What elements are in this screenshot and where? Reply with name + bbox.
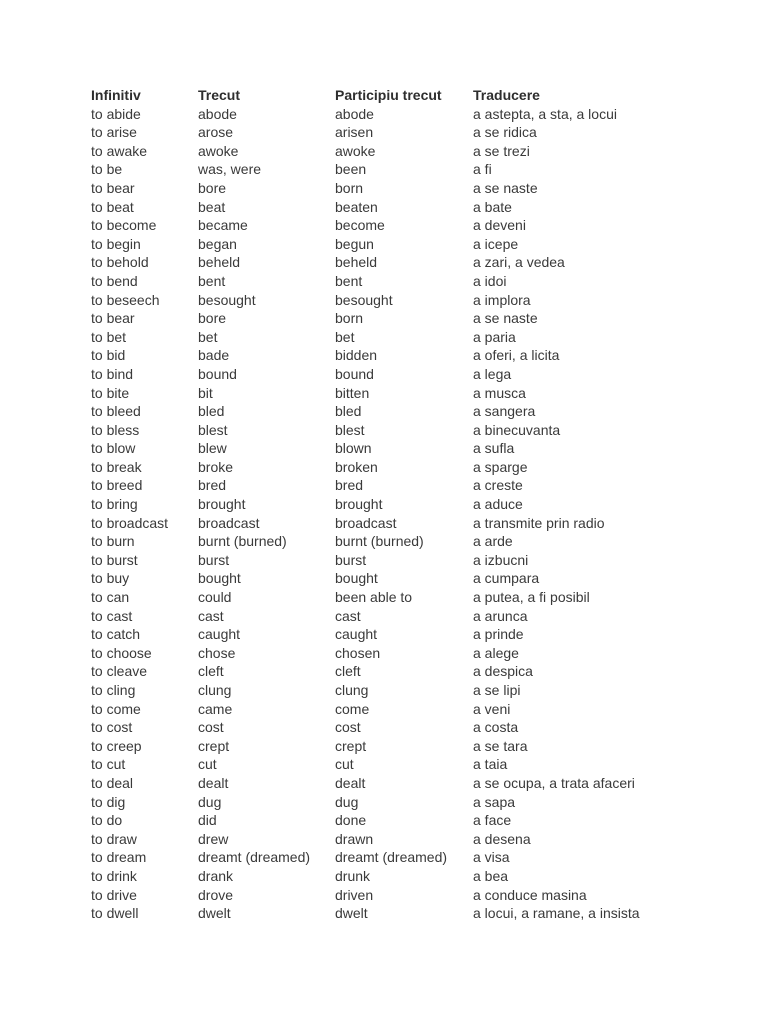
cell-infinitiv: to drive [91,886,137,903]
table-row [91,105,673,124]
table-row [91,272,673,291]
cell-trecut: did [198,812,217,829]
cell-infinitiv: to dream [91,849,147,866]
table-row [91,458,673,477]
cell-trecut: became [198,217,248,234]
cell-trecut: caught [198,626,241,643]
cell-participiu-trecut: burnt (burned) [335,533,424,550]
cell-traducere: a se lipi [473,682,521,698]
cell-participiu-trecut: broken [335,458,378,475]
cell-participiu-trecut: burst [335,551,367,568]
cell-participiu-trecut: awoke [335,142,376,159]
cell-infinitiv: to behold [91,254,149,271]
cell-traducere: a se trezi [473,142,530,159]
cell-participiu-trecut: bet [335,328,355,345]
cell-infinitiv: to cleave [91,663,148,680]
cell-infinitiv: to can [91,589,130,606]
cell-participiu-trecut: dealt [335,774,366,791]
cell-trecut: dug [198,793,222,810]
cell-trecut: brought [198,496,246,513]
cell-infinitiv: to bleed [91,403,141,420]
cell-participiu-trecut: come [335,700,370,717]
cell-trecut: bet [198,328,218,345]
cell-trecut: crept [198,737,230,754]
cell-traducere: a se naste [473,310,538,327]
table-row [91,439,673,458]
cell-participiu-trecut: caught [335,626,378,643]
cell-infinitiv: to bring [91,496,138,513]
cell-participiu-trecut: beheld [335,254,378,271]
cell-traducere: a sapa [473,793,516,810]
table-row [91,551,673,570]
cell-trecut: cast [198,607,224,624]
header-infinitiv: Infinitiv [91,87,141,103]
cell-traducere: a alege [473,644,519,661]
table-row [91,142,673,161]
cell-infinitiv: to beat [91,198,134,215]
cell-trecut: drew [198,830,229,847]
table-row [91,160,673,179]
table-row [91,235,673,254]
cell-infinitiv: to deal [91,774,134,791]
header-traducere: Traducere [473,87,540,103]
cell-traducere: a se ridica [473,124,537,141]
cell-trecut: began [198,235,237,252]
cell-traducere: a arde [473,533,513,550]
table-row [91,793,673,812]
cell-traducere: a bate [473,198,512,215]
cell-traducere: a paria [473,328,516,345]
cell-traducere: a aduce [473,496,523,513]
cell-traducere: a face [473,812,512,829]
cell-traducere: a conduce masina [473,886,587,903]
cell-participiu-trecut: blown [335,440,372,457]
cell-participiu-trecut: blest [335,421,365,438]
cell-infinitiv: to burn [91,533,135,550]
cell-infinitiv: to come [91,700,141,717]
cell-infinitiv: to cast [91,607,133,624]
cell-traducere: a implora [473,291,531,308]
cell-trecut: burst [198,551,230,568]
table-row [91,811,673,830]
table-row [91,886,673,905]
table-row [91,904,673,923]
table-row [91,328,673,347]
table-row [91,514,673,533]
cell-infinitiv: to bid [91,347,126,364]
cell-traducere: a oferi, a licita [473,347,560,364]
cell-participiu-trecut: bitten [335,384,370,401]
cell-participiu-trecut: broadcast [335,514,397,531]
cell-participiu-trecut: bent [335,272,363,289]
cell-infinitiv: to be [91,161,123,178]
table-row [91,774,673,793]
cell-infinitiv: to draw [91,830,137,847]
table-row [91,644,673,663]
header-participiu-trecut: Participiu trecut [335,87,442,103]
cell-infinitiv: to break [91,458,142,475]
cell-infinitiv: to bear [91,179,135,196]
cell-trecut: bled [198,403,225,420]
cell-participiu-trecut: beaten [335,198,378,215]
cell-trecut: bound [198,365,237,382]
cell-participiu-trecut: bled [335,403,362,420]
table-row [91,365,673,384]
cell-trecut: came [198,700,233,717]
cell-infinitiv: to blow [91,440,136,457]
header-trecut: Trecut [198,87,241,103]
cell-trecut: drove [198,886,234,903]
table-row [91,867,673,886]
cell-trecut: dealt [198,774,229,791]
cell-infinitiv: to abide [91,105,141,122]
cell-participiu-trecut: begun [335,235,374,252]
cell-trecut: blest [198,421,228,438]
table-row [91,700,673,719]
cell-traducere: a bea [473,867,509,884]
cell-participiu-trecut: drawn [335,830,374,847]
cell-trecut: bore [198,179,227,196]
cell-infinitiv: to bet [91,328,127,345]
cell-trecut: bred [198,477,227,494]
cell-trecut: drank [198,867,234,884]
cell-infinitiv: to awake [91,142,148,159]
table-row [91,402,673,421]
cell-infinitiv: to bless [91,421,140,438]
cell-trecut: was, were [198,161,262,178]
cell-trecut: dreamt (dreamed) [198,849,311,866]
cell-participiu-trecut: chosen [335,644,381,661]
cell-traducere: a sangera [473,403,536,420]
cell-traducere: a astepta, a sta, a locui [473,105,617,122]
cell-infinitiv: to catch [91,626,141,643]
cell-infinitiv: to choose [91,644,152,661]
cell-infinitiv: to bite [91,384,130,401]
cell-participiu-trecut: dug [335,793,359,810]
table-header-row [91,86,673,105]
cell-trecut: cut [198,756,217,773]
cell-trecut: cleft [198,663,224,680]
cell-trecut: broke [198,458,234,475]
cell-participiu-trecut: arisen [335,124,374,141]
cell-infinitiv: to become [91,217,157,234]
cell-trecut: burnt (burned) [198,533,287,550]
table-row [91,681,673,700]
irregular-verbs-table [91,86,673,923]
cell-trecut: awoke [198,142,239,159]
cell-trecut: broadcast [198,514,260,531]
cell-traducere: a transmite prin radio [473,514,605,531]
table-row [91,476,673,495]
cell-trecut: bent [198,272,226,289]
table-row [91,848,673,867]
cell-traducere: a icepe [473,235,519,252]
cell-participiu-trecut: driven [335,886,374,903]
table-row [91,421,673,440]
cell-traducere: a arunca [473,607,528,624]
cell-infinitiv: to drink [91,867,137,884]
cell-participiu-trecut: bred [335,477,364,494]
table-row [91,830,673,849]
cell-traducere: a musca [473,384,526,401]
cell-infinitiv: to beseech [91,291,160,308]
table-row [91,718,673,737]
cell-infinitiv: to cling [91,682,136,698]
cell-traducere: a veni [473,700,511,717]
cell-trecut: besought [198,291,256,308]
cell-traducere: a lega [473,365,512,382]
cell-trecut: beheld [198,254,241,271]
table-row [91,495,673,514]
cell-infinitiv: to dig [91,793,126,810]
cell-trecut: bit [198,384,213,401]
table-row [91,291,673,310]
cell-participiu-trecut: bought [335,570,378,587]
cell-participiu-trecut: brought [335,496,383,513]
cell-traducere: a izbucni [473,551,529,568]
cell-traducere: a despica [473,663,533,680]
cell-trecut: chose [198,644,236,661]
cell-infinitiv: to begin [91,235,141,252]
cell-trecut: bade [198,347,230,364]
cell-trecut: cost [198,719,224,736]
cell-infinitiv: to do [91,812,123,829]
cell-participiu-trecut: born [335,179,364,196]
cell-participiu-trecut: become [335,217,385,234]
table-row [91,625,673,644]
cell-participiu-trecut: been [335,161,367,178]
cell-trecut: abode [198,105,237,122]
cell-traducere: a desena [473,830,531,847]
cell-participiu-trecut: drunk [335,867,371,884]
cell-traducere: a prinde [473,626,524,643]
cell-traducere: a creste [473,477,523,494]
cell-traducere: a cumpara [473,570,540,587]
cell-infinitiv: to dwell [91,905,139,922]
cell-participiu-trecut: cost [335,719,361,736]
table-row [91,253,673,272]
cell-infinitiv: to arise [91,124,137,141]
cell-participiu-trecut: bound [335,365,374,382]
table-row [91,588,673,607]
cell-participiu-trecut: dwelt [335,905,368,922]
cell-infinitiv: to bear [91,310,135,327]
cell-traducere: a binecuvanta [473,421,561,438]
cell-trecut: clung [198,682,232,698]
cell-trecut: blew [198,440,227,457]
cell-participiu-trecut: crept [335,737,367,754]
cell-participiu-trecut: dreamt (dreamed) [335,849,448,866]
table-row [91,662,673,681]
table-row [91,532,673,551]
table-row [91,607,673,626]
table-row [91,309,673,328]
table-row [91,123,673,142]
cell-traducere: a sufla [473,440,515,457]
table-row [91,179,673,198]
cell-traducere: a se naste [473,179,538,196]
cell-traducere: a deveni [473,217,526,234]
table-row [91,737,673,756]
cell-traducere: a costa [473,719,519,736]
cell-trecut: arose [198,124,234,141]
cell-participiu-trecut: cast [335,607,361,624]
cell-participiu-trecut: cut [335,756,354,773]
cell-infinitiv: to bend [91,272,138,289]
cell-traducere: a se tara [473,737,528,754]
cell-traducere: a fi [473,161,492,178]
cell-participiu-trecut: bidden [335,347,378,364]
cell-traducere: a sparge [473,458,528,475]
document-page [91,86,673,923]
cell-participiu-trecut: besought [335,291,393,308]
cell-traducere: a visa [473,849,510,866]
table-row [91,755,673,774]
cell-infinitiv: to buy [91,570,130,587]
cell-trecut: could [198,589,232,606]
cell-traducere: a taia [473,756,508,773]
cell-participiu-trecut: been able to [335,589,413,606]
cell-trecut: bore [198,310,227,327]
cell-trecut: dwelt [198,905,231,922]
table-row [91,216,673,235]
cell-participiu-trecut: clung [335,682,369,698]
cell-infinitiv: to cost [91,719,133,736]
cell-infinitiv: to bind [91,365,134,382]
table-row [91,198,673,217]
cell-infinitiv: to burst [91,551,138,568]
cell-participiu-trecut: abode [335,105,374,122]
cell-traducere: a putea, a fi posibil [473,589,590,606]
cell-traducere: a idoi [473,272,507,289]
cell-traducere: a se ocupa, a trata afaceri [473,774,635,791]
table-body [91,105,673,923]
cell-trecut: bought [198,570,241,587]
cell-trecut: beat [198,198,226,215]
cell-infinitiv: to creep [91,737,142,754]
cell-participiu-trecut: born [335,310,364,327]
cell-traducere: a locui, a ramane, a insista [473,905,640,922]
cell-infinitiv: to broadcast [91,514,169,531]
cell-traducere: a zari, a vedea [473,254,565,271]
cell-infinitiv: to cut [91,756,126,773]
cell-infinitiv: to breed [91,477,143,494]
cell-participiu-trecut: cleft [335,663,361,680]
table-row [91,384,673,403]
table-row [91,569,673,588]
table-row [91,346,673,365]
cell-participiu-trecut: done [335,812,367,829]
